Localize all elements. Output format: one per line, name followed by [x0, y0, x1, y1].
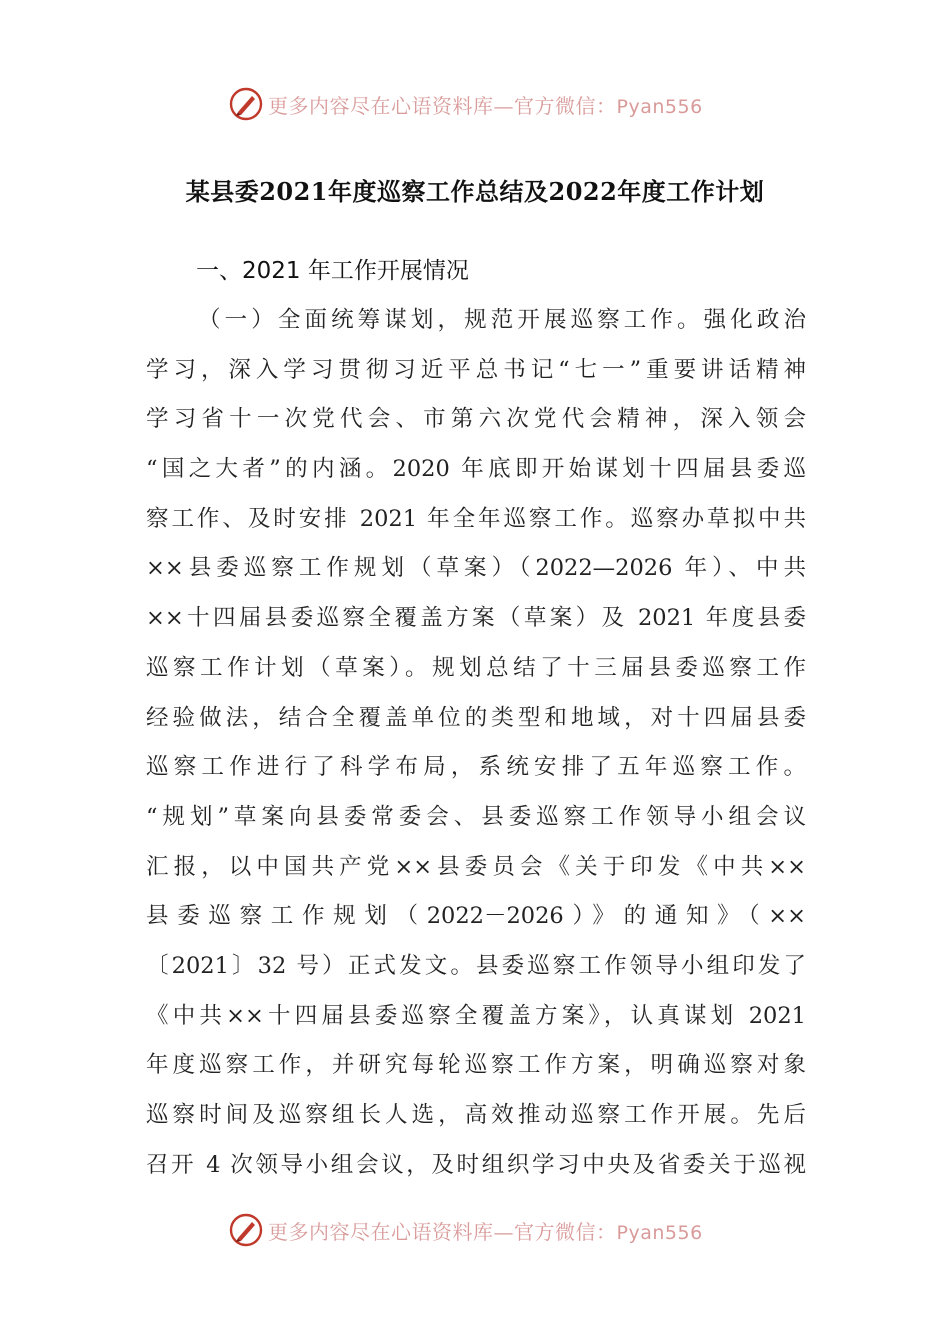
body-line: 年度巡察工作，并研究每轮巡察工作方案，明确巡察对象	[146, 1052, 806, 1079]
section-heading: 一、2021 年工作开展情况	[196, 258, 469, 284]
pen-logo-icon	[228, 86, 264, 122]
body-line: 经验做法，结合全覆盖单位的类型和地域，对十四届县委	[146, 704, 806, 731]
banner-text	[268, 90, 703, 119]
document-title: 某县委2021年度巡察工作总结及2022年度工作计划	[185, 177, 765, 206]
body-line: 学习省十一次党代会、市第六次党代会精神，深入领会	[146, 406, 806, 433]
body-line: 召开 4 次领导小组会议，及时组织学习中央及省委关于巡视	[146, 1151, 806, 1178]
banner-slogan: 更多内容尽在心语资料库—官方微信：	[268, 93, 617, 118]
body-line: ××十四届县委巡察全覆盖方案（草案）及 2021 年度县委	[146, 605, 806, 632]
body-line: 县委巡察工作规划（2022－2026）》的通知》（××	[146, 903, 806, 930]
body-line: （一）全面统筹谋划，规范开展巡察工作。强化政治	[198, 307, 806, 333]
body-line: 学习，深入学习贯彻习近平总书记“七一”重要讲话精神	[146, 356, 806, 383]
banner-wechat-id: Pyan556	[616, 95, 703, 118]
header-banner	[228, 84, 748, 124]
banner-wechat-id: Pyan556	[616, 1221, 703, 1244]
banner-slogan: 更多内容尽在心语资料库—官方微信：	[268, 1219, 617, 1244]
body-line: “规划”草案向县委常委会、县委巡察工作领导小组会议	[146, 803, 806, 830]
body-line: 汇报，以中国共产党××县委员会《关于印发《中共××	[146, 853, 806, 880]
body-line: 巡察时间及巡察组长人选，高效推动巡察工作开展。先后	[146, 1102, 806, 1128]
document-body	[146, 296, 806, 1190]
body-line: ××县委巡察工作规划（草案）（2022—2026 年）、中共	[146, 555, 806, 582]
banner-text	[268, 1216, 703, 1245]
body-line: “国之大者”的内涵。2020 年底即开始谋划十四届县委巡	[146, 456, 806, 483]
body-line: 巡察工作计划（草案）。规划总结了十三届县委巡察工作	[146, 654, 806, 681]
footer-banner	[228, 1210, 748, 1250]
body-line: 察工作、及时安排 2021 年全年巡察工作。巡察办草拟中共	[146, 505, 806, 532]
body-line: 《中共××十四届县委巡察全覆盖方案》，认真谋划 2021	[146, 1002, 806, 1029]
pen-logo-icon	[228, 1212, 264, 1248]
body-line: 巡察工作进行了科学布局，系统安排了五年巡察工作。	[146, 754, 806, 781]
body-line: 〔2021〕32 号）正式发文。县委巡察工作领导小组印发了	[146, 952, 806, 979]
